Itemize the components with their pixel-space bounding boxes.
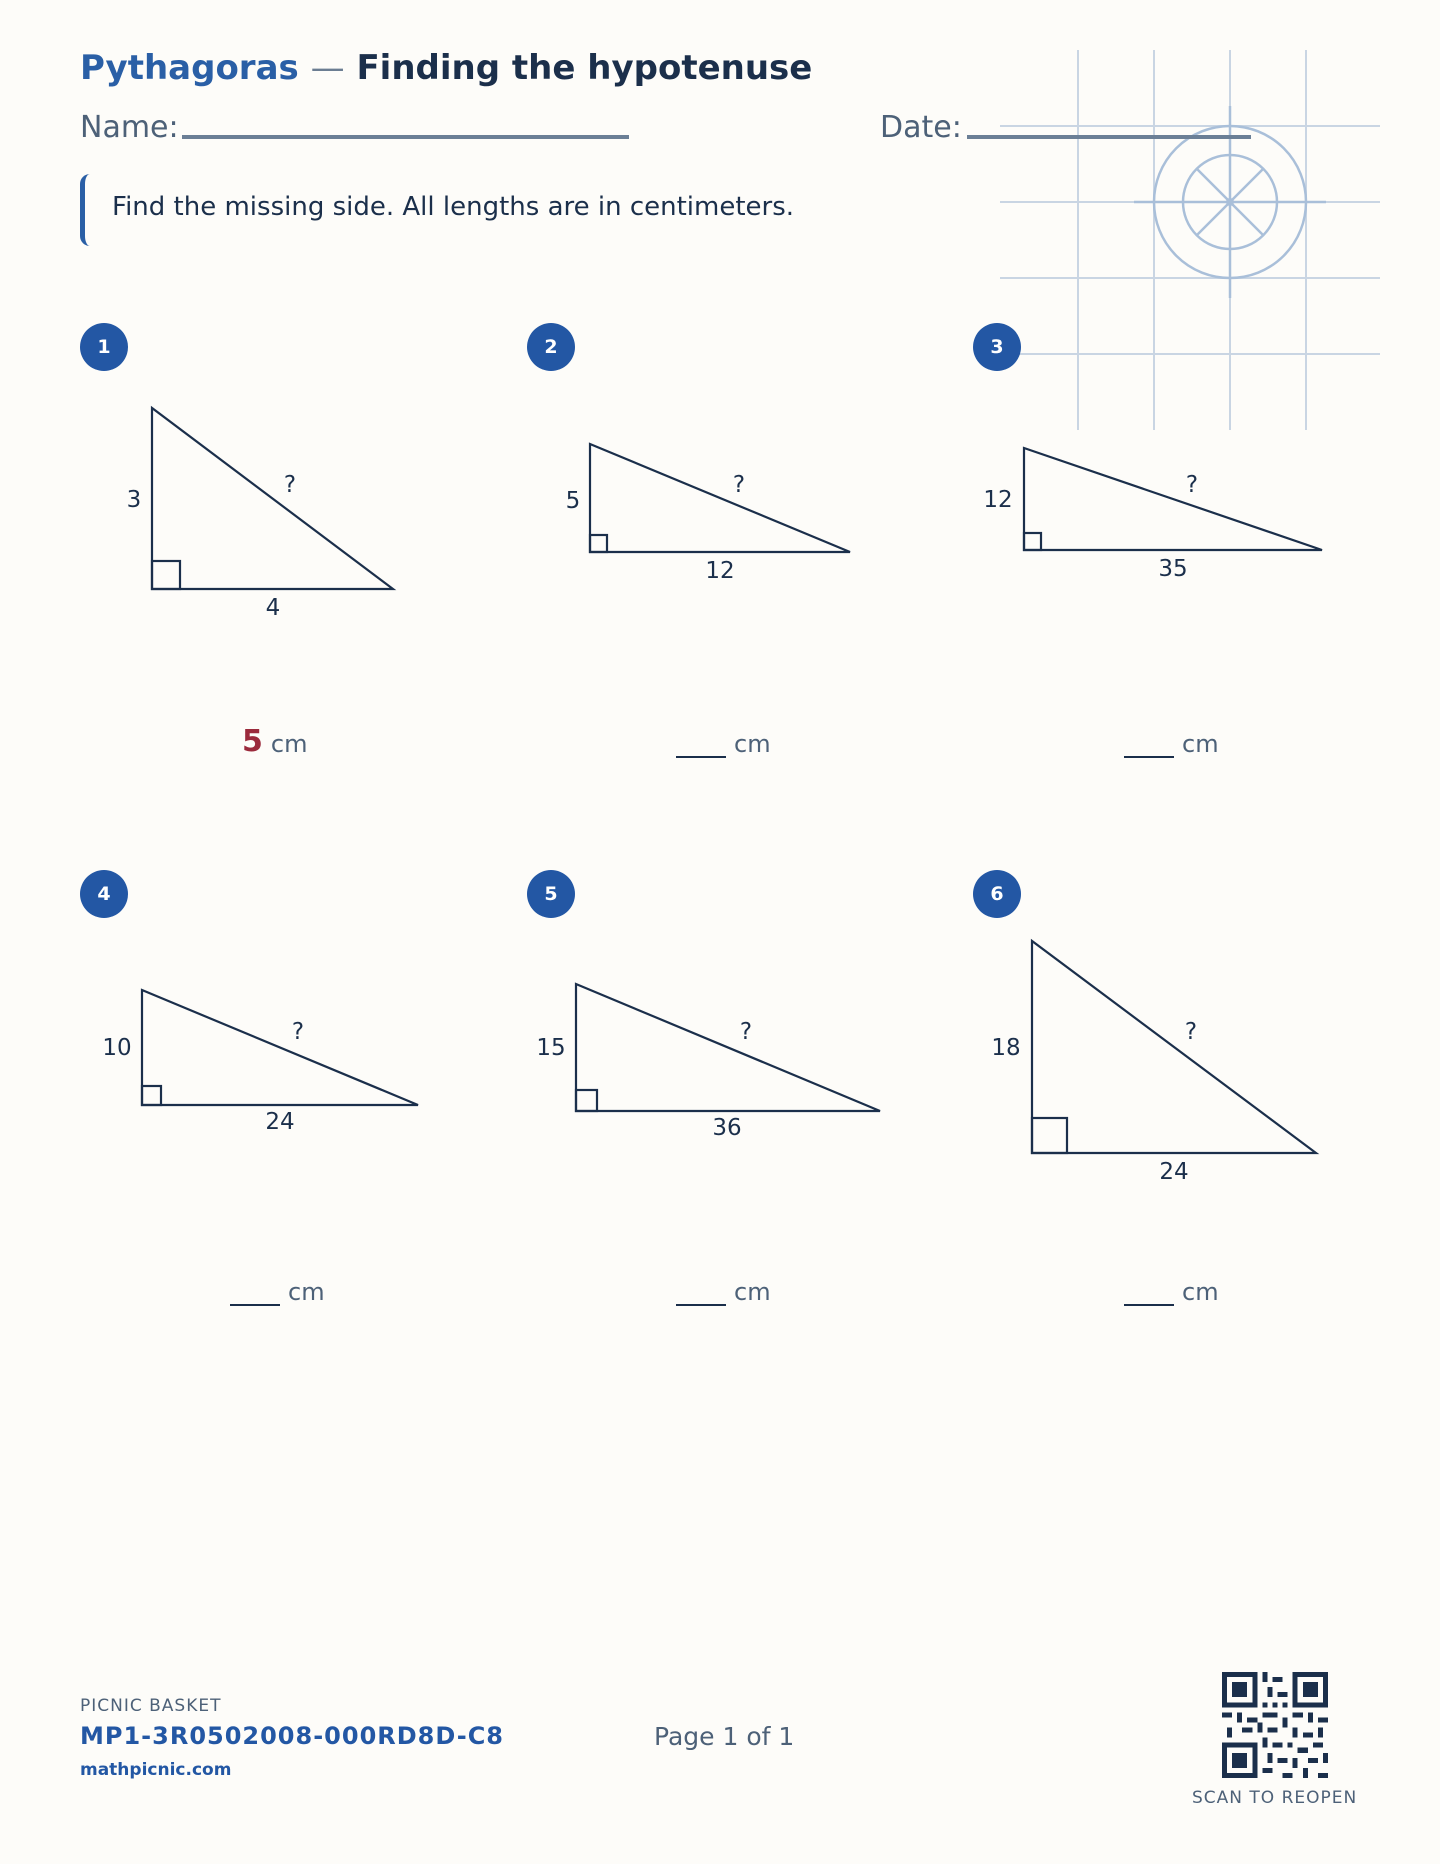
leg-vertical-label: 3 [126, 487, 142, 513]
answer-unit: cm [1182, 730, 1219, 758]
answer-field[interactable] [676, 718, 771, 758]
hypotenuse-label: ? [1184, 1019, 1198, 1045]
footer-brand-label: PICNIC BASKET [80, 1696, 222, 1716]
name-label: Name: [80, 110, 179, 145]
right-triangle-5 [576, 984, 880, 1111]
right-angle-marker-1 [152, 561, 180, 589]
answer-unit: cm [734, 730, 771, 758]
right-triangle-3 [1024, 448, 1322, 550]
hypotenuse-label: ? [739, 1019, 753, 1045]
answer-field[interactable] [1124, 1266, 1219, 1306]
answer-blank[interactable] [230, 1280, 280, 1306]
problem-number-badge: 4 [80, 870, 128, 918]
worksheet-code: MP1-3R0502008-000RD8D-C8 [80, 1722, 505, 1750]
right-triangle-6 [1032, 941, 1316, 1153]
problem-number-badge: 5 [527, 870, 575, 918]
right-triangle-1 [152, 408, 393, 589]
leg-vertical-label: 18 [991, 1035, 1021, 1061]
qr-code-icon[interactable] [1222, 1672, 1328, 1778]
leg-horizontal-label: 36 [712, 1115, 742, 1141]
leg-vertical-label: 12 [983, 487, 1013, 513]
title-subtopic: Finding the hypotenuse [356, 48, 813, 88]
right-angle-marker-2 [590, 535, 607, 552]
right-angle-marker-4 [142, 1086, 161, 1105]
title-separator: — [310, 48, 345, 88]
leg-horizontal-label: 35 [1158, 556, 1188, 582]
right-angle-marker-5 [576, 1090, 597, 1111]
leg-vertical-label: 15 [536, 1035, 566, 1061]
answer-unit: cm [270, 730, 308, 758]
qr-caption: SCAN TO REOPEN [1192, 1788, 1358, 1808]
answer-unit: cm [1182, 1278, 1219, 1306]
answer-unit: cm [288, 1278, 325, 1306]
page-indicator: Page 1 of 1 [654, 1722, 795, 1751]
answer-blank[interactable] [676, 732, 726, 758]
right-triangle-4 [142, 990, 418, 1105]
answer-field[interactable] [230, 1266, 325, 1306]
hypotenuse-label: ? [732, 472, 746, 498]
right-angle-marker-3 [1024, 533, 1041, 550]
site-link[interactable]: mathpicnic.com [80, 1760, 232, 1780]
problem-number-badge: 2 [527, 323, 575, 371]
leg-horizontal-label: 24 [265, 1109, 295, 1135]
leg-horizontal-label: 4 [265, 595, 281, 621]
date-label: Date: [880, 110, 962, 145]
leg-vertical-label: 5 [565, 488, 581, 514]
title-topic: Pythagoras [80, 48, 299, 88]
leg-horizontal-label: 24 [1159, 1159, 1189, 1185]
right-triangle-2 [590, 444, 850, 552]
hypotenuse-label: ? [291, 1019, 305, 1045]
answer-blank[interactable] [676, 1280, 726, 1306]
answer-field[interactable] [676, 1266, 771, 1306]
hypotenuse-label: ? [283, 472, 297, 498]
answer-field[interactable] [1124, 718, 1219, 758]
answer-blank[interactable] [1124, 732, 1174, 758]
leg-horizontal-label: 12 [705, 558, 735, 584]
answer-value: 5 [242, 724, 263, 759]
hypotenuse-label: ? [1185, 472, 1199, 498]
right-angle-marker-6 [1032, 1118, 1067, 1153]
problem-number-badge: 1 [80, 323, 128, 371]
problem-number-badge: 6 [973, 870, 1021, 918]
leg-vertical-label: 10 [102, 1035, 132, 1061]
answer-field[interactable] [242, 718, 307, 758]
answer-unit: cm [734, 1278, 771, 1306]
instructions: Find the missing side. All lengths are in centimeters. [112, 192, 795, 222]
problem-number-badge: 3 [973, 323, 1021, 371]
answer-blank[interactable] [1124, 1280, 1174, 1306]
